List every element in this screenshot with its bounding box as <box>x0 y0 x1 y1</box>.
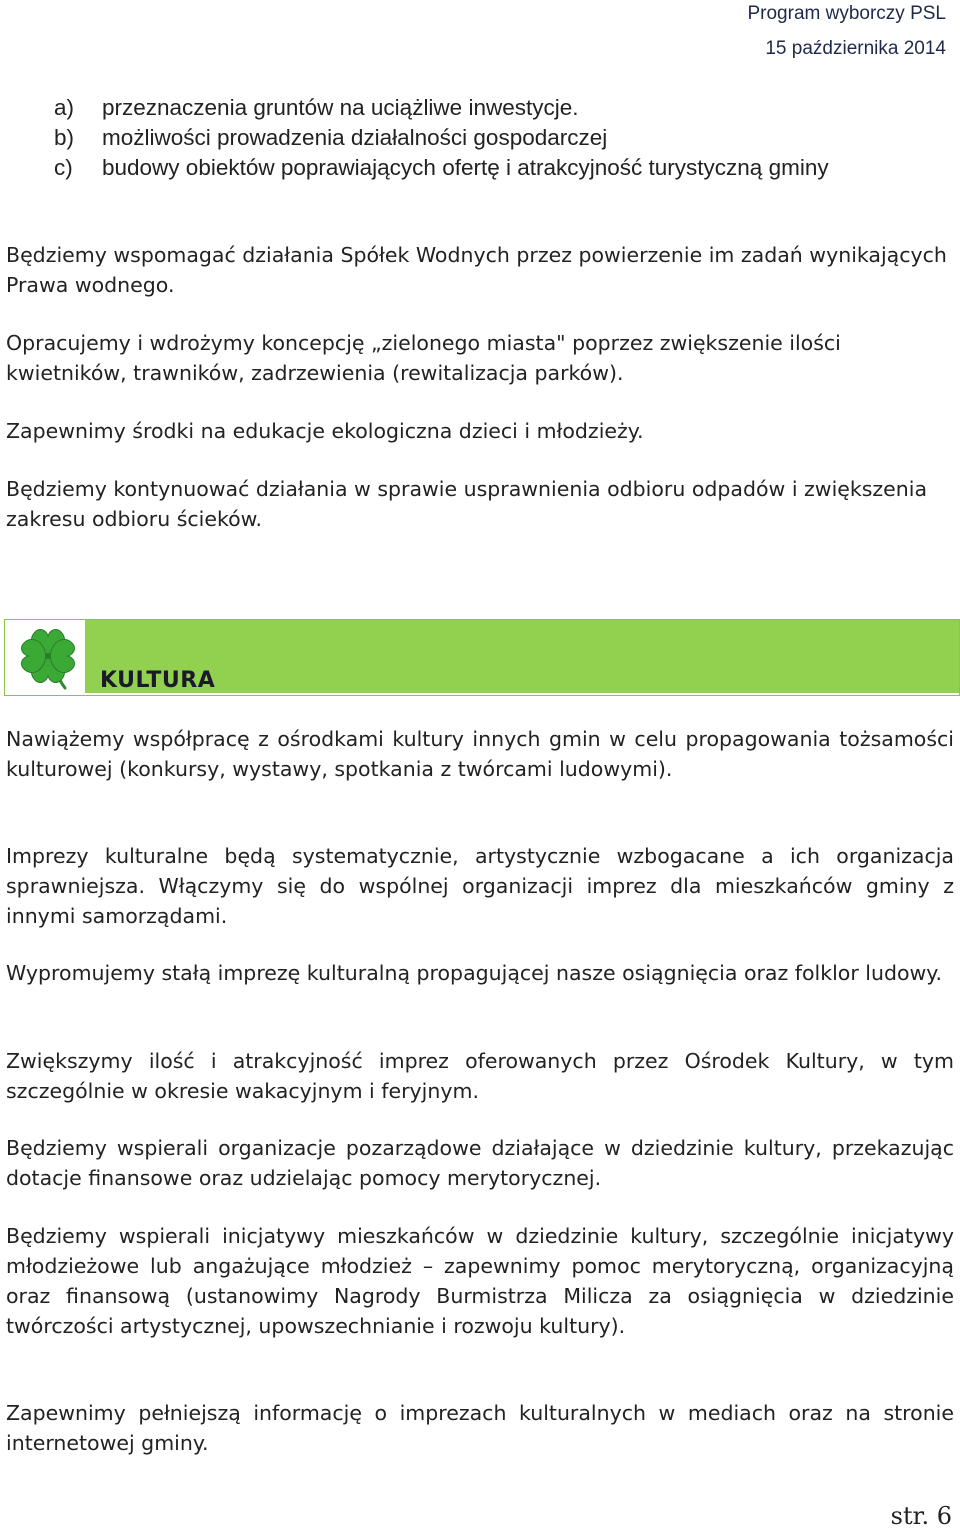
page-header <box>747 0 946 62</box>
paragraph-green-city: Opracujemy i wdrożymy koncepcję „zielonego miasta" poprzez zwiększenie ilości kwietników, trawników, zadrzewienia (rewitalizacja parków). <box>6 331 841 385</box>
document-date: 15 października 2014 <box>765 38 946 59</box>
paragraph-cultural-events: Imprezy kulturalne będą systematycznie, artystycznie wzbogacane a ich organizacja sprawniejsza. Włączymy się do wspólnej organizacji imprez dla mieszkańców gminy z innymi samorządami. <box>6 844 954 928</box>
page-number: str. 6 <box>890 1502 952 1530</box>
paragraph-ngo-support: Będziemy wspierali organizacje pozarządowe działające w dziedzinie kultury, przekazując dotacje finansowe oraz udzielając pomocy merytorycznej. <box>6 1136 954 1190</box>
paragraph-waste-collection: Będziemy kontynuować działania w sprawie usprawnienia odbioru odpadów i zwiększenia zakresu odbioru ścieków. <box>6 477 928 531</box>
paragraph-initiatives: Będziemy wspierali inicjatywy mieszkańców w dziedzinie kultury, szczególnie inicjatywy młodzieżowe lub angażujące młodzież – zapewnimy pomoc merytoryczną, organizacyjną oraz finansową (ustanowimy Nagrody Burmistrza Milicza za osiągnięcia w dziedzinie twórczości artystycznej, upowszechnianie i rozwoju kultury). <box>6 1224 954 1338</box>
list-item-text: przeznaczenia gruntów na uciążliwe inwestycje. <box>102 95 579 120</box>
list-item-text: budowy obiektów poprawiających ofertę i atrakcyjność turystyczną gminy <box>102 155 829 180</box>
list-marker: c) <box>54 155 73 180</box>
four-leaf-clover-icon <box>13 622 83 692</box>
paragraph-cooperation: Nawiążemy współpracę z ośrodkami kultury innych gmin w celu propagowania tożsamości kulturowej (konkursy, wystawy, spotkania z twórcami ludowymi). <box>6 727 954 781</box>
paragraph-culture-center: Zwiększymy ilość i atrakcyjność imprez oferowanych przez Ośrodek Kultury, w tym szczególnie w okresie wakacyjnym i feryjnym. <box>6 1049 954 1103</box>
section-heading: KULTURA <box>100 668 216 693</box>
lettered-list <box>54 93 954 183</box>
list-marker: b) <box>54 125 75 150</box>
document-title: Program wyborczy PSL <box>747 3 946 24</box>
paragraph-information: Zapewnimy pełniejszą informację o imprezach kulturalnych w mediach oraz na stronie internetowej gminy. <box>6 1401 954 1455</box>
paragraph-water-companies: Będziemy wspomagać działania Spółek Wodnych przez powierzenie im zadań wynikających Prawa wodnego. <box>6 243 947 297</box>
list-item <box>54 153 954 183</box>
list-item-text: możliwości prowadzenia działalności gospodarczej <box>102 125 608 150</box>
section-banner-bar <box>85 620 959 693</box>
section-banner <box>4 619 960 696</box>
paragraph-ecology-education: Zapewnimy środki na edukacje ekologiczna dzieci i młodzieży. <box>6 419 644 443</box>
list-marker: a) <box>54 95 75 120</box>
list-item <box>54 93 954 123</box>
paragraph-promotion: Wypromujemy stałą imprezę kulturalną propagującej nasze osiągnięcia oraz folklor ludowy. <box>6 961 943 985</box>
list-item <box>54 123 954 153</box>
